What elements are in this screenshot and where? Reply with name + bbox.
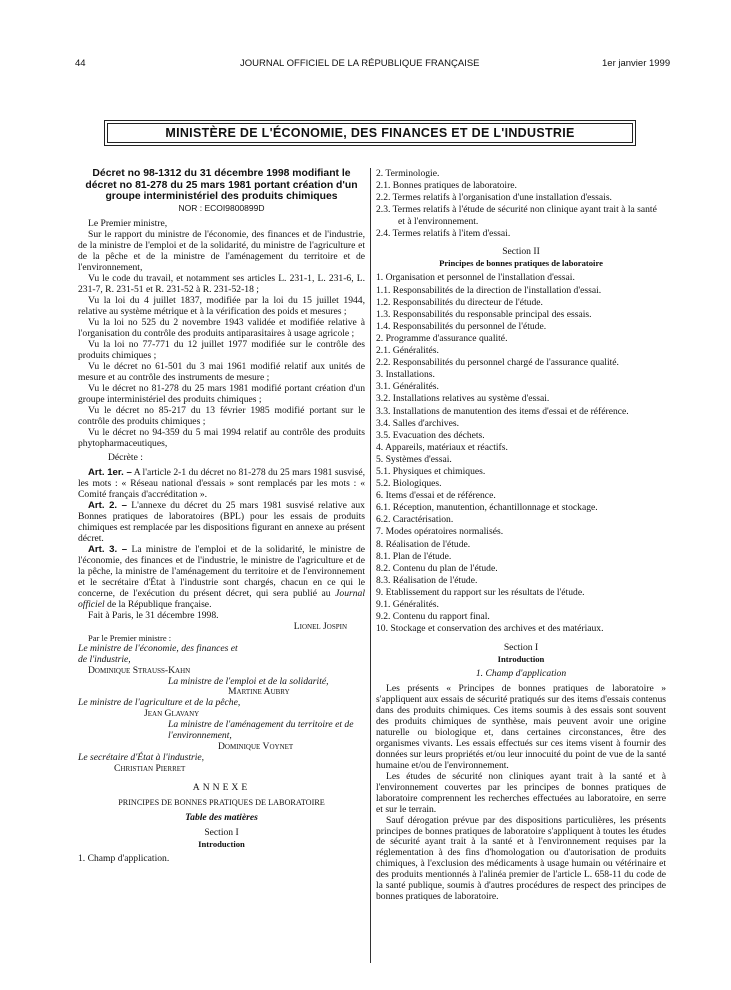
minister-eco-name: Dominique Strauss-Kahn xyxy=(88,664,191,676)
decree-title: Décret no 98-1312 du 31 décembre 1998 modifiant le décret no 81-278 du 25 mars 1981 portant création d'un groupe interministériel des produits chimiques xyxy=(85,168,358,202)
toc-item: 5. Systèmes d'essai. xyxy=(376,453,452,465)
champ-heading: 1. Champ d'application xyxy=(475,668,567,680)
page-number: 44 xyxy=(75,58,86,69)
toc-item: 7. Modes opératoires normalisés. xyxy=(376,526,504,538)
toc-item: 8.3. Réalisation de l'étude. xyxy=(376,574,478,586)
toc-item: 1.2. Responsabilités du directeur de l'étude. xyxy=(376,296,543,308)
left-column xyxy=(78,168,365,865)
visa-paragraph: Vu le décret no 81-278 du 25 mars 1981 modifié portant création d'un groupe interministériel des produits chimiques ; xyxy=(78,382,365,405)
visa-paragraph: Sur le rapport du ministre de l'économie, des finances et de l'industrie, de la ministre de l'emploi et de la solidarité, du ministre de l'agriculture et de la pêche et de la ministre de l'aménagement du territoire et de l'environnement, xyxy=(78,229,365,274)
article-2 xyxy=(78,501,365,545)
toc-item: 3. Installations. xyxy=(376,369,435,381)
minister-agri-name: Jean Glavany xyxy=(144,708,200,720)
toc-item: 2.3. Termes relatifs à l'étude de sécurité non clinique ayant trait à la santé et à l'environnement. xyxy=(376,204,657,228)
toc-item: 3.5. Evacuation des déchets. xyxy=(376,429,485,441)
section-2-heading: Principes de bonnes pratiques de laboratoire xyxy=(439,257,603,268)
visa-paragraph: Vu le décret no 61-501 du 3 mai 1961 modifié relatif aux unités de mesure et au contrôle des instruments de mesure ; xyxy=(78,360,365,383)
toc-list-section-1 xyxy=(376,168,666,241)
toc-item: 8.1. Plan de l'étude. xyxy=(376,550,452,562)
ministry-banner xyxy=(104,120,636,146)
toc-item: 9.1. Généralités. xyxy=(376,599,439,610)
secretary-industry-title: Le secrétaire d'État à l'industrie, xyxy=(78,752,205,764)
toc-item: 2.1. Généralités. xyxy=(376,345,439,357)
principes-heading: PRINCIPES DE BONNES PRATIQUES DE LABORATOIRE xyxy=(118,798,325,808)
toc-item: 4. Appareils, matériaux et réactifs. xyxy=(376,441,508,453)
toc-item: 2.1. Bonnes pratiques de laboratoire. xyxy=(376,180,517,192)
body-paragraph: Sauf dérogation prévue par des dispositions particulières, les présents principes de bonnes pratiques de laboratoire s'appliquent à toutes les études de sécurité ayant trait à la santé et à l'environnement requises par la réglementation à des fins d'homologation ou d'autorisation de produits chimiques, à l'exclusion des médicaments à usage humain ou vétérinaire et des produits mentionnés à l'alinéa premier de l'article L. 658-11 du code de la santé publique, soumis à d'autres procédures de respect des principes de bonnes pratiques de laboratoire. xyxy=(376,814,666,903)
body-paragraph: Les études de sécurité non cliniques ayant trait à la santé et à l'environnement couvertes par les principes de bonnes pratiques de laboratoire comprennent les recherches effectuées au laboratoire, en serre et sur le terrain. xyxy=(376,770,666,815)
toc-item: 1.1. Responsabilités de la direction de l'installation d'essai. xyxy=(376,284,602,296)
section-1-label-body: Section I xyxy=(503,642,539,654)
toc-item: 6. Items d'essai et de référence. xyxy=(376,490,496,502)
minister-eco-title: Le ministre de l'économie, des finances et de l'industrie, xyxy=(78,642,238,665)
nor-reference: NOR : ECOI9800899D xyxy=(178,202,265,213)
column-divider xyxy=(370,168,371,963)
decrete-line: Décrète : xyxy=(108,452,143,464)
minister-amen-name: Dominique Voynet xyxy=(218,741,294,753)
article-3-label: Art. 3. – xyxy=(88,544,128,556)
body-paragraph: Les présents « Principes de bonnes pratiques de laboratoire » s'appliquent aux essais de sécurité pratiqués sur des items d'essais contenus dans des produits chimiques. Ces items soumis à des essais sont souvent des produits chimiques de synthèse, mais peuvent avoir une origine naturelle ou biologique et, dans certaines circonstances, être des organismes vivants. Les essais effectués sur ces items visent à fournir des données sur leurs propriétés et/ou leur innocuité du point de vue de la santé humaine et/ou de l'environnement. xyxy=(376,683,666,771)
signer-pm: Lionel Jospin xyxy=(293,620,347,632)
toc-item: 1.3. Responsabilités du responsable principal des essais. xyxy=(376,308,592,320)
toc-item: 3.4. Salles d'archives. xyxy=(376,417,459,429)
toc-item: 3.1. Généralités. xyxy=(376,381,439,393)
article-1 xyxy=(78,468,365,501)
minister-amen-title: La ministre de l'aménagement du territoire et de l'environnement, xyxy=(168,719,354,742)
minister-agri-title: Le ministre de l'agriculture et de la pêche, xyxy=(78,697,241,709)
by-pm-line: Par le Premier ministre : xyxy=(88,632,172,643)
toc-item: 2. Programme d'assurance qualité. xyxy=(376,332,508,344)
toc-item: 2.2. Responsabilités du personnel chargé de l'assurance qualité. xyxy=(376,357,619,369)
toc-item: 6.2. Caractérisation. xyxy=(376,514,454,526)
visa-paragraph: Vu la loi du 4 juillet 1837, modifiée par la loi du 15 juillet 1944, relative au système métrique et à la vérification des poids et mesures ; xyxy=(78,295,365,318)
toc-item: 3.2. Installations relatives au système d'essai. xyxy=(376,393,550,405)
minister-emploi-name: Martine Aubry xyxy=(228,686,290,698)
article-3-text-b: de la République française. xyxy=(107,598,212,610)
toc-item: 1. Organisation et personnel de l'installation d'essai. xyxy=(376,272,575,284)
visas-list xyxy=(78,230,365,449)
toc-item: 2. Terminologie. xyxy=(376,168,440,179)
toc-item: 8.2. Contenu du plan de l'étude. xyxy=(376,562,498,574)
visa-paragraph: Vu le décret no 94-359 du 5 mai 1994 relatif au contrôle des produits phytopharmaceutiques, xyxy=(78,426,365,449)
minister-emploi-title: La ministre de l'emploi et de la solidarité, xyxy=(168,675,329,687)
right-column xyxy=(376,168,666,903)
toc-item: 5.1. Physiques et chimiques. xyxy=(376,465,486,477)
journal-title: JOURNAL OFFICIEL DE LA RÉPUBLIQUE FRANÇAISE xyxy=(240,58,480,69)
visa-paragraph: Vu la loi no 77-771 du 12 juillet 1977 modifiée sur le contrôle des produits chimiques ; xyxy=(78,338,365,361)
journal-officiel-ref: Journal officiel xyxy=(78,587,365,610)
done-at-paris: Fait à Paris, le 31 décembre 1998. xyxy=(88,609,219,621)
toc-item: 9.2. Contenu du rapport final. xyxy=(376,611,490,623)
introduction-paragraphs xyxy=(376,684,666,903)
section-2-label: Section II xyxy=(502,245,540,257)
toc-item: 3.3. Installations de manutention des items d'essai et de référence. xyxy=(376,405,629,417)
visa-paragraph: Vu le code du travail, et notamment ses articles L. 231-1, L. 231-6, L. 231-7, R. 231-51 et R. 231-52 à R. 231-52-18 ; xyxy=(78,273,365,296)
article-1-label: Art. 1er. – xyxy=(88,467,132,479)
toc-item: 5.2. Biologiques. xyxy=(376,478,442,490)
article-2-label: Art. 2. – xyxy=(88,500,127,512)
toc-item: 9. Etablissement du rapport sur les résultats de l'étude. xyxy=(376,586,585,598)
toc-title: Table des matières xyxy=(185,812,258,824)
toc-item: 8. Réalisation de l'étude. xyxy=(376,538,471,550)
toc-item: 6.1. Réception, manutention, échantillonnage et stockage. xyxy=(376,502,598,514)
article-3-text-a: La ministre de l'emploi et de la solidarité, le ministre de l'économie, des finances et de l'industrie, le ministre de l'agriculture et de la pêche, la ministre de l'aménagement du territoire et de l'environnement et le secrétaire d'État à l'industrie sont chargés, chacun en ce qui le concerne, de l'exécution du présent décret, qui sera publié au xyxy=(78,544,365,599)
toc-list-section-2 xyxy=(376,272,666,635)
intro-heading-body: Introduction xyxy=(497,654,545,665)
article-3 xyxy=(78,545,365,611)
toc-item: 2.2. Termes relatifs à l'organisation d'une installation d'essais. xyxy=(376,192,612,204)
ministry-title: MINISTÈRE DE L'ÉCONOMIE, DES FINANCES ET DE L'INDUSTRIE xyxy=(107,123,633,143)
toc-item: 1.4. Responsabilités du personnel de l'étude. xyxy=(376,320,547,332)
article-1-text: A l'article 2-1 du décret no 81-278 du 25 mars 1981 susvisé, les mots : « Réseau national d'essais » sont remplacés par les mots : « Comité français d'accréditation ». xyxy=(78,467,365,501)
toc-item: 10. Stockage et conservation des archives et des matériaux. xyxy=(376,623,604,635)
toc-item: 2.4. Termes relatifs à l'item d'essai. xyxy=(376,228,511,240)
visa-paragraph: Vu le décret no 85-217 du 13 février 1985 modifié portant sur le contrôle des produits chimiques ; xyxy=(78,404,365,427)
section-1-label: Section I xyxy=(204,826,239,838)
annexe-heading: ANNEXE xyxy=(192,782,251,794)
toc-item-1: 1. Champ d'application. xyxy=(78,852,170,864)
intro-line: Le Premier ministre, xyxy=(88,218,168,230)
intro-heading: Introduction xyxy=(198,838,245,849)
secretary-industry-name: Christian Pierret xyxy=(114,763,186,775)
visa-paragraph: Vu la loi no 525 du 2 novembre 1943 validée et modifiée relative à l'organisation du contrôle des produits antiparasitaires à usage agricole ; xyxy=(78,317,365,339)
issue-date: 1er janvier 1999 xyxy=(602,58,671,69)
article-2-text: L'annexe du décret du 25 mars 1981 susvisé relative aux Bonnes pratiques de laboratoires (BPL) pour les essais de produits chimiques est remplacée par les dispositions figurant en annexe au présent décret. xyxy=(78,500,365,545)
